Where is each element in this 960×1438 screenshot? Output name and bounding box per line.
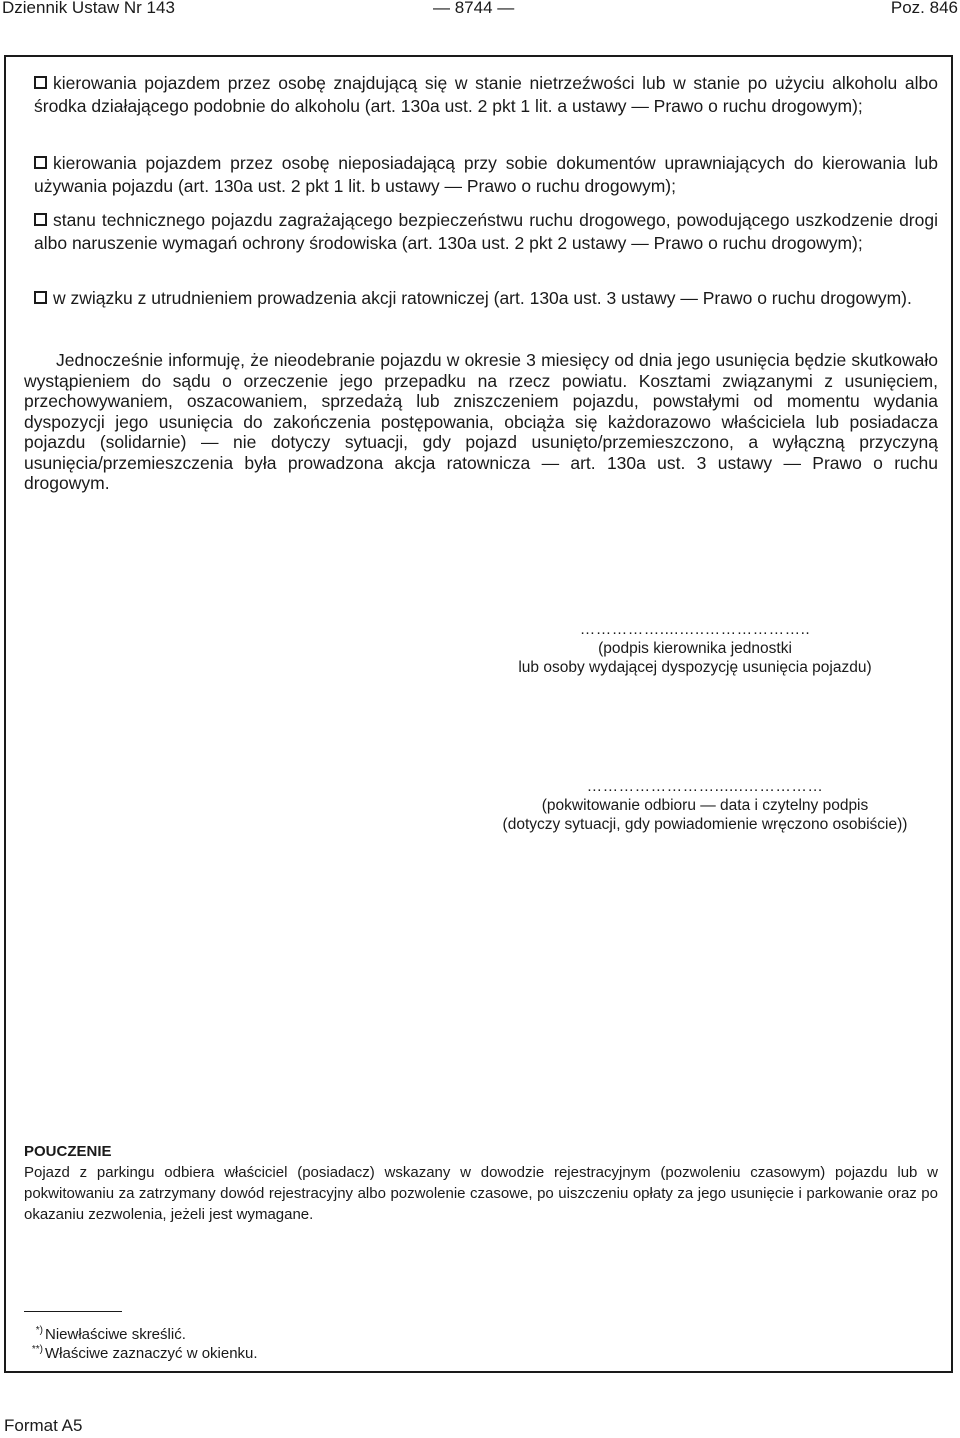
signature-caption: (pokwitowanie odbioru — data i czytelny podpis	[541, 797, 869, 814]
instruction-section	[24, 1142, 938, 1225]
page-header	[0, 0, 960, 18]
option-text: stanu technicznego pojazdu zagrażającego bezpieczeństwu ruchu drogowego, powodującego uszkodzenie drogi albo naruszenie wymagań ochrony środowiska (art. 130a ust. 2 pkt 2 ustawy — Prawo o ruchu drogowym);	[34, 210, 938, 253]
footnote-text: Właściwe zaznaczyć w okienku.	[45, 1345, 258, 1362]
footnote-mark: *)	[35, 1325, 43, 1336]
checkbox[interactable]	[34, 291, 47, 304]
checkbox[interactable]	[34, 76, 47, 89]
journal-title: Dziennik Ustaw Nr 143	[2, 0, 175, 17]
option-text: kierowania pojazdem przez osobę znajdującą się w stanie nietrzeźwości lub w stanie po użyciu alkoholu albo środka działającego podobnie do alkoholu (art. 130a ust. 2 pkt 1 lit. a ustawy — Prawo o ruchu drogowym);	[34, 73, 938, 116]
notice-paragraph	[24, 350, 938, 494]
footnote	[24, 1341, 258, 1363]
checkbox[interactable]	[34, 156, 47, 169]
instruction-text: Pojazd z parkingu odbiera właściciel (posiadacz) wskazany w dowodzie rejestracyjnym (pozwoleniu czasowym) pojazdu lub w pokwitowaniu za zatrzymany dowód rejestracyjny albo pozwolenie czasowe, po uiszczeniu opłaty za jego usunięcie i parkowanie oraz po okazaniu zezwolenia, jeżeli jest wymagane.	[24, 1164, 938, 1223]
signature-line: ……………....…..………………..	[579, 621, 811, 638]
signature-block-official	[470, 620, 920, 677]
instruction-title: POUCZENIE	[24, 1143, 112, 1160]
signature-block-receipt	[460, 777, 950, 834]
signature-caption: (podpis kierownika jednostki	[598, 640, 792, 657]
format-label: Format A5	[4, 1416, 83, 1435]
page-number: — 8744 —	[433, 0, 515, 17]
option-item	[34, 209, 938, 255]
option-item	[34, 287, 938, 310]
footnote-rule	[24, 1311, 122, 1312]
option-text: kierowania pojazdem przez osobę nieposiadającą przy sobie dokumentów uprawniających do kierowania lub używania pojazdu (art. 130a ust. 2 pkt 1 lit. b ustawy — Prawo o ruchu drogowym);	[34, 153, 938, 196]
footnote-mark: **)	[31, 1344, 43, 1355]
signature-line: ……………………......……………	[586, 778, 824, 795]
option-item	[34, 152, 938, 198]
footnote-text: Niewłaściwe skreślić.	[45, 1326, 186, 1343]
position-number: Poz. 846	[890, 0, 958, 17]
signature-caption: lub osoby wydającej dyspozycję usunięcia pojazdu)	[518, 659, 872, 676]
checkbox[interactable]	[34, 213, 47, 226]
signature-caption: (dotyczy sytuacji, gdy powiadomienie wręczono osobiście))	[502, 816, 908, 833]
notice-text: Jednocześnie informuję, że nieodebranie pojazdu w okresie 3 miesięcy od dnia jego usunięcia będzie skutkowało wystąpieniem do sądu o orzeczenie jego przepadku na rzecz powiatu. Kosztami związanymi z usunięciem, przechowywaniem, oszacowaniem, sprzedażą lub zniszczeniem pojazdu, powstałymi od momentu wydania dyspozycji jego usunięcia do zakończenia postępowania, obciąża się każdorazowo właściciela lub posiadacza pojazdu (solidarnie) — nie dotyczy sytuacji, gdy pojazd usunięto/przemieszczono, a wyłączną przyczyną usunięcia/przemieszczenia była prowadzona akcja ratownicza — art. 130a ust. 3 ustawy — Prawo o ruchu drogowym.	[24, 350, 938, 493]
option-item	[34, 72, 938, 118]
option-text: w związku z utrudnieniem prowadzenia akcji ratowniczej (art. 130a ust. 3 ustawy — Prawo o ruchu drogowym).	[53, 288, 912, 308]
